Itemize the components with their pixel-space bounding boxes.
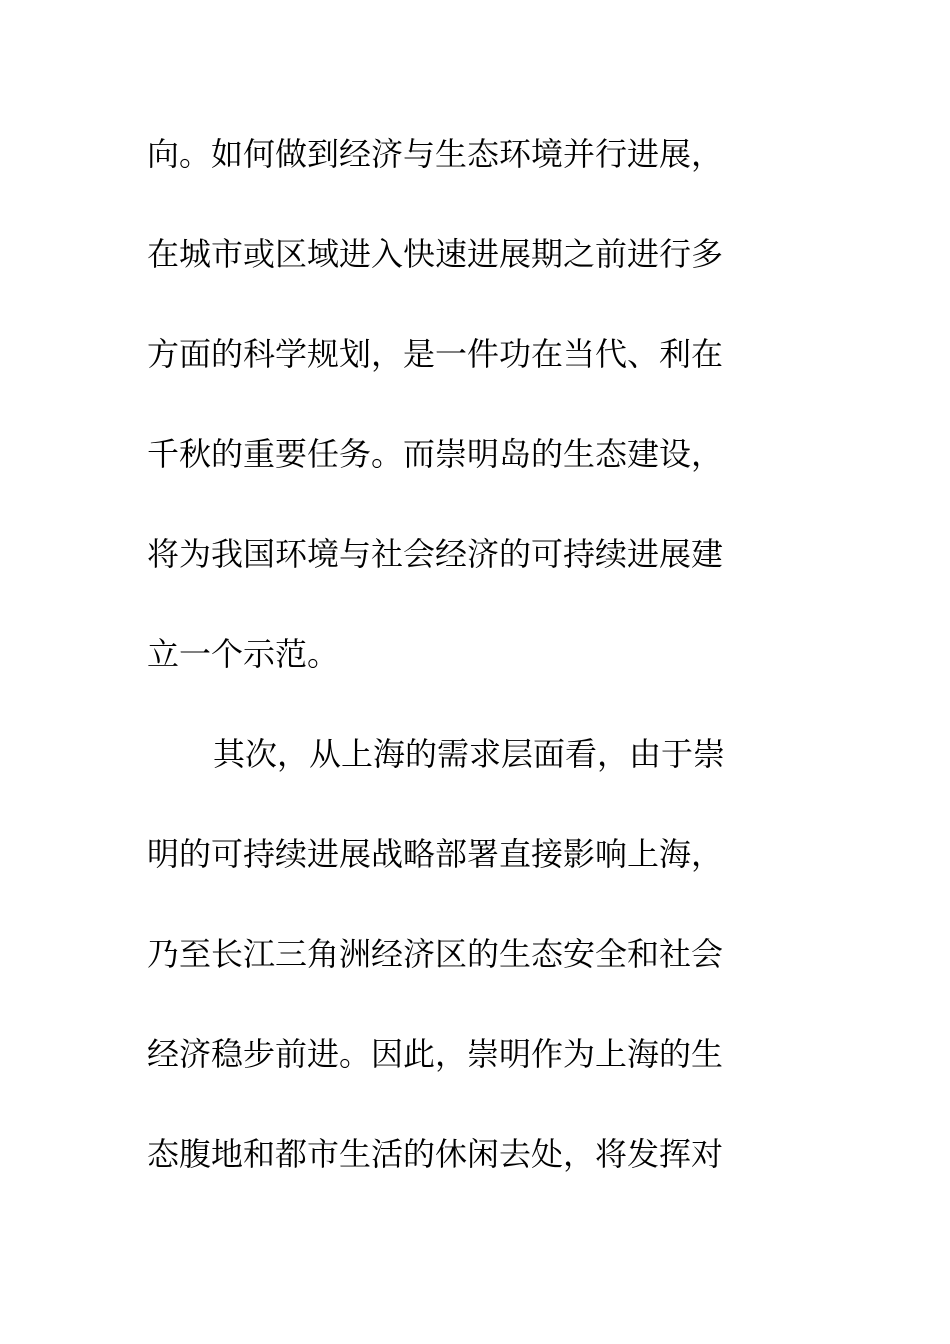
text-line: 乃至长江三角洲经济区的生态安全和社会	[147, 935, 724, 973]
text-line: 立一个示范。	[147, 635, 340, 673]
text-line: 将为我国环境与社会经济的可持续进展建	[147, 535, 724, 573]
text-line: 方面的科学规划，是一件功在当代、利在	[147, 335, 724, 373]
text-line: 在城市或区域进入快速进展期之前进行多	[147, 235, 724, 273]
text-line: 经济稳步前进。因此，崇明作为上海的生	[147, 1035, 724, 1073]
text-line: 千秋的重要任务。而崇明岛的生态建设，	[147, 435, 724, 473]
paragraph-first-line: 其次，从上海的需求层面看，由于崇	[213, 735, 726, 773]
text-line: 明的可持续进展战略部署直接影响上海，	[147, 835, 724, 873]
text-line: 向。如何做到经济与生态环境并行进展，	[147, 135, 724, 173]
text-line: 态腹地和都市生活的休闲去处，将发挥对	[147, 1135, 724, 1173]
